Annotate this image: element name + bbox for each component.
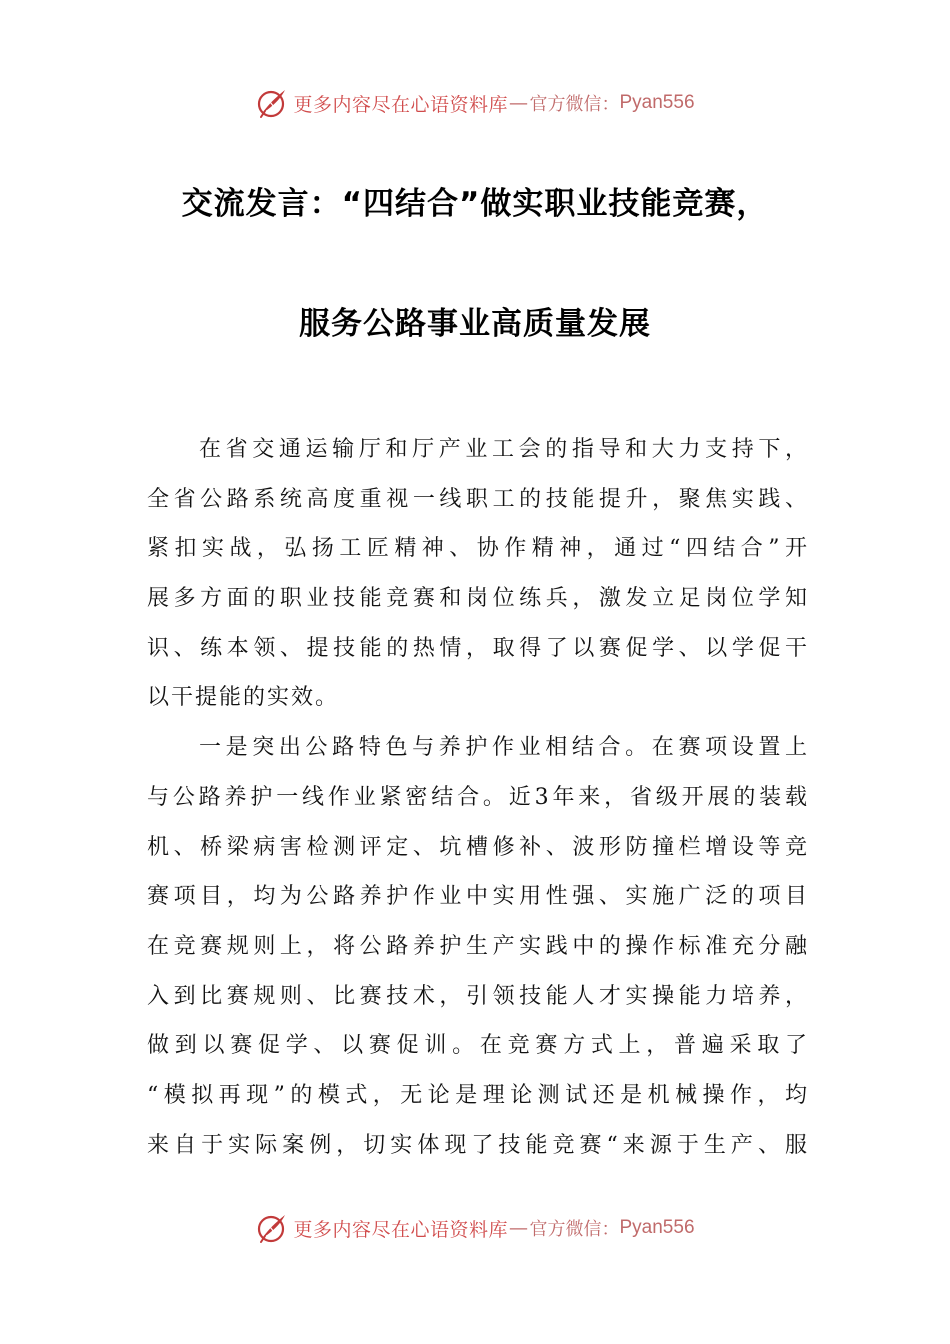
document-title-line-1: 交流发言：“四结合”做实职业技能竞赛，: [181, 186, 769, 222]
banner-slogan: 更多内容尽在心语资料库: [293, 1218, 508, 1241]
banner-slogan: 更多内容尽在心语资料库: [293, 93, 508, 116]
quill-logo-icon: [255, 1211, 289, 1245]
body-line: 在竞赛规则上，将公路养护生产实践中的操作标准充分融: [147, 933, 807, 959]
banner-wechat-label: 官方微信：: [529, 94, 620, 115]
body-line: 以干提能的实效。: [147, 685, 340, 711]
body-line: 做到以赛促学、以赛促训。在竞赛方式上，普遍采取了: [147, 1033, 807, 1059]
banner-separator: —: [509, 1217, 529, 1239]
body-line: 机、桥梁病害检测评定、坑槽修补、波形防撞栏增设等竞: [147, 834, 807, 860]
body-line: “模拟再现”的模式，无论是理论测试还是机械操作，均: [147, 1082, 807, 1108]
banner-wechat-id: Pyan556: [619, 92, 695, 113]
banner-wechat-label: 官方微信：: [529, 1219, 620, 1240]
body-line: 紧扣实战，弘扬工匠精神、协作精神，通过“四结合”开: [147, 536, 807, 562]
quill-logo-icon: [255, 86, 289, 120]
header-watermark-banner: [0, 83, 950, 123]
body-line: 一是突出公路特色与养护作业相结合。在赛项设置上: [199, 735, 807, 761]
banner-wechat-id: Pyan556: [619, 1217, 695, 1238]
document-body: [147, 425, 807, 1170]
document-title-line-2: 服务公路事业高质量发展: [299, 306, 651, 342]
body-line: 识、练本领、提技能的热情，取得了以赛促学、以学促干: [147, 635, 807, 661]
body-line: 入到比赛规则、比赛技术，引领技能人才实操能力培养，: [147, 983, 807, 1009]
body-line: 全省公路系统高度重视一线职工的技能提升，聚焦实践、: [147, 486, 807, 512]
body-line: 展多方面的职业技能竞赛和岗位练兵，激发立足岗位学知: [147, 586, 807, 612]
body-line: 在省交通运输厅和厅产业工会的指导和大力支持下，: [199, 437, 807, 462]
footer-watermark-banner: [0, 1208, 950, 1248]
body-line: 赛项目，均为公路养护作业中实用性强、实施广泛的项目: [147, 884, 807, 910]
body-line: 来自于实际案例，切实体现了技能竞赛“来源于生产、服: [147, 1132, 807, 1158]
banner-separator: —: [509, 92, 529, 114]
body-line: 与公路养护一线作业紧密结合。近3年来，省级开展的装载: [147, 784, 807, 810]
